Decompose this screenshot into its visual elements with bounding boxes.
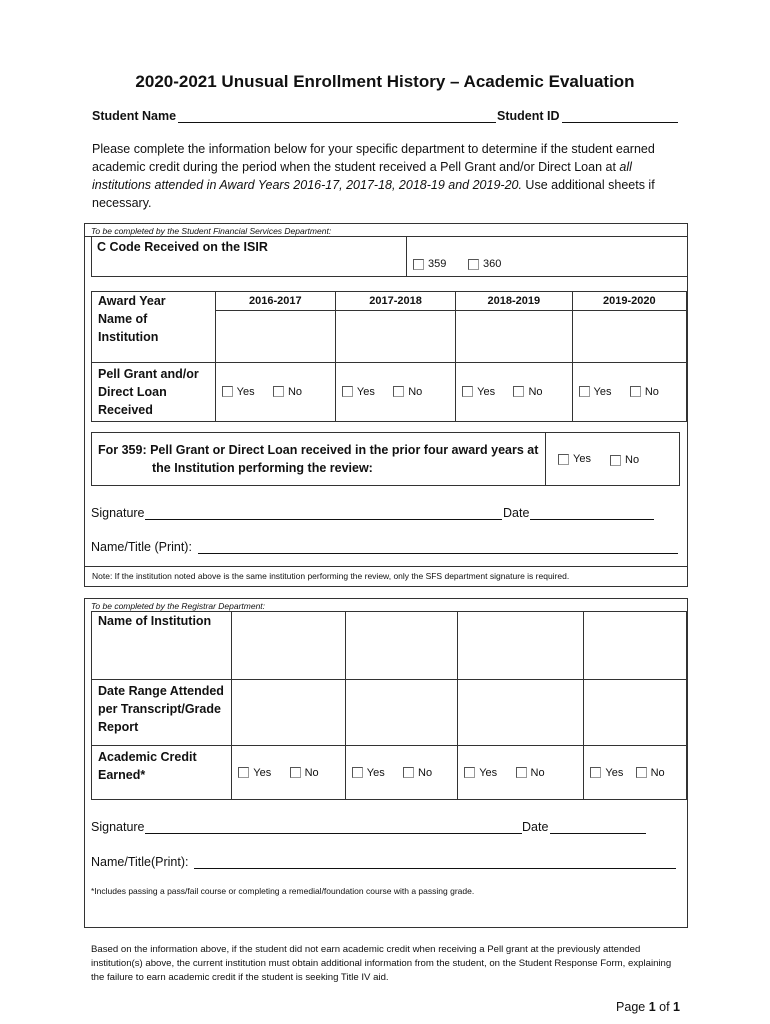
no-option[interactable]: No [630, 386, 659, 398]
checkbox-icon[interactable] [393, 386, 404, 397]
student-name-label: Student Name [92, 109, 177, 123]
divider [545, 432, 546, 485]
checkbox-icon[interactable] [462, 386, 473, 397]
student-name-field[interactable] [178, 122, 496, 123]
date-range-cell[interactable] [584, 680, 687, 746]
credit-cell [232, 746, 345, 800]
reg-name-of-institution-label: Name of Institution [92, 612, 232, 680]
no-option[interactable]: No [513, 386, 542, 398]
no-option[interactable]: No [636, 767, 665, 779]
no-option[interactable]: No [516, 767, 545, 779]
registrar-footnote: *Includes passing a pass/fail course or completing a remedial/foundation course with a passing grade. [91, 886, 475, 896]
credit-cell [345, 746, 457, 800]
yes-option[interactable]: Yes [222, 386, 255, 398]
registrar-caption: To be completed by the Registrar Department: [91, 601, 266, 611]
checkbox-icon[interactable] [222, 386, 233, 397]
no-option[interactable]: No [273, 386, 302, 398]
credit-cell [458, 746, 584, 800]
checkbox-icon[interactable] [579, 386, 590, 397]
checkbox-icon[interactable] [273, 386, 284, 397]
for-359-question-line2: the Institution performing the review: [152, 461, 373, 475]
sfs-name-title-label: Name/Title (Print): [91, 540, 192, 554]
no-option[interactable]: No [403, 767, 432, 779]
yes-option[interactable]: Yes [464, 767, 497, 779]
pell-grant-label: Pell Grant and/or Direct Loan Received [92, 362, 216, 421]
checkbox-icon[interactable] [636, 767, 647, 778]
reg-signature-field[interactable] [145, 833, 522, 834]
reg-name-title-field[interactable] [194, 868, 676, 869]
checkbox-icon[interactable] [468, 259, 479, 270]
year-header: 2016-2017 [215, 292, 335, 311]
checkbox-icon[interactable] [238, 767, 249, 778]
name-of-institution-label: Name of Institution [92, 310, 216, 362]
institution-cell[interactable] [232, 612, 345, 680]
no-option[interactable]: No [393, 386, 422, 398]
checkbox-icon[interactable] [342, 386, 353, 397]
checkbox-icon[interactable] [413, 259, 424, 270]
c-code-360-option[interactable]: 360 [468, 258, 501, 270]
no-option[interactable]: No [610, 454, 639, 466]
yes-option[interactable]: Yes [352, 767, 385, 779]
document-title: 2020-2021 Unusual Enrollment History – Academic Evaluation [135, 72, 635, 91]
yes-option[interactable]: Yes [558, 453, 591, 465]
sfs-date-label: Date [503, 506, 530, 520]
registrar-table [91, 611, 687, 800]
pell-cell [456, 362, 572, 421]
pell-cell [572, 362, 686, 421]
student-id-field[interactable] [562, 122, 678, 123]
c-code-label: C Code Received on the ISIR [97, 240, 268, 254]
institution-cell[interactable] [572, 310, 686, 362]
checkbox-icon[interactable] [590, 767, 601, 778]
checkbox-icon[interactable] [290, 767, 301, 778]
sfs-date-field[interactable] [530, 519, 654, 520]
pell-cell [215, 362, 335, 421]
sfs-name-title-field[interactable] [198, 553, 678, 554]
institution-cell[interactable] [345, 612, 457, 680]
intro-paragraph: Please complete the information below for your specific department to determine if the student earned academic credit during the period when the student received a Pell Grant and/or Direct Loan at all institutions attended in Award Years 2016-17, 2017-18, 2018-19 and 2019-20. Use additional sheets if necessary. [92, 142, 655, 210]
yes-option[interactable]: Yes [238, 767, 271, 779]
date-range-cell[interactable] [345, 680, 457, 746]
c-code-359-option[interactable]: 359 [413, 258, 446, 270]
checkbox-icon[interactable] [464, 767, 475, 778]
institution-cell[interactable] [456, 310, 572, 362]
checkbox-icon[interactable] [610, 455, 621, 466]
for-359-box [91, 432, 680, 486]
sfs-caption: To be completed by the Student Financial Services Department: [91, 226, 332, 236]
bottom-paragraph: Based on the information above, if the student did not earn academic credit when receiving a Pell grant at the previously attended institution(s) above, the current institution must obtain additional information from the student, on the Student Response Form, explaining the failure to earn academic credit if the student is seeking Title IV aid. [91, 944, 672, 983]
year-header: 2017-2018 [335, 292, 455, 311]
checkbox-icon[interactable] [352, 767, 363, 778]
year-header: 2019-2020 [572, 292, 686, 311]
page-number: Page 1 of 1 [616, 1000, 680, 1014]
yes-option[interactable]: Yes [579, 386, 612, 398]
checkbox-icon[interactable] [403, 767, 414, 778]
year-header: 2018-2019 [456, 292, 572, 311]
sfs-signature-label: Signature [91, 506, 145, 520]
credit-cell [584, 746, 687, 800]
sfs-note: Note: If the institution noted above is the same institution performing the review, only the SFS department signature is required. [92, 571, 570, 581]
reg-date-label: Date [522, 820, 549, 834]
date-range-cell[interactable] [232, 680, 345, 746]
student-id-label: Student ID [497, 109, 560, 123]
pell-cell [335, 362, 455, 421]
checkbox-icon[interactable] [630, 386, 641, 397]
for-359-question-line1: For 359: Pell Grant or Direct Loan received in the prior four award years at [98, 443, 539, 457]
institution-cell[interactable] [335, 310, 455, 362]
academic-credit-label: Academic Credit Earned* [92, 746, 232, 800]
divider [406, 236, 407, 277]
date-range-label: Date Range Attended per Transcript/Grade Report [92, 680, 232, 746]
checkbox-icon[interactable] [558, 454, 569, 465]
award-year-label: Award Year [92, 292, 216, 311]
award-year-table [91, 291, 687, 422]
institution-cell[interactable] [584, 612, 687, 680]
institution-cell[interactable] [458, 612, 584, 680]
institution-cell[interactable] [215, 310, 335, 362]
date-range-cell[interactable] [458, 680, 584, 746]
yes-option[interactable]: Yes [342, 386, 375, 398]
divider [84, 566, 687, 567]
yes-option[interactable]: Yes [462, 386, 495, 398]
no-option[interactable]: No [290, 767, 319, 779]
yes-option[interactable]: Yes [590, 767, 623, 779]
checkbox-icon[interactable] [516, 767, 527, 778]
sfs-signature-field[interactable] [145, 519, 502, 520]
reg-date-field[interactable] [550, 833, 646, 834]
checkbox-icon[interactable] [513, 386, 524, 397]
reg-name-title-label: Name/Title(Print): [91, 855, 189, 869]
reg-signature-label: Signature [91, 820, 145, 834]
